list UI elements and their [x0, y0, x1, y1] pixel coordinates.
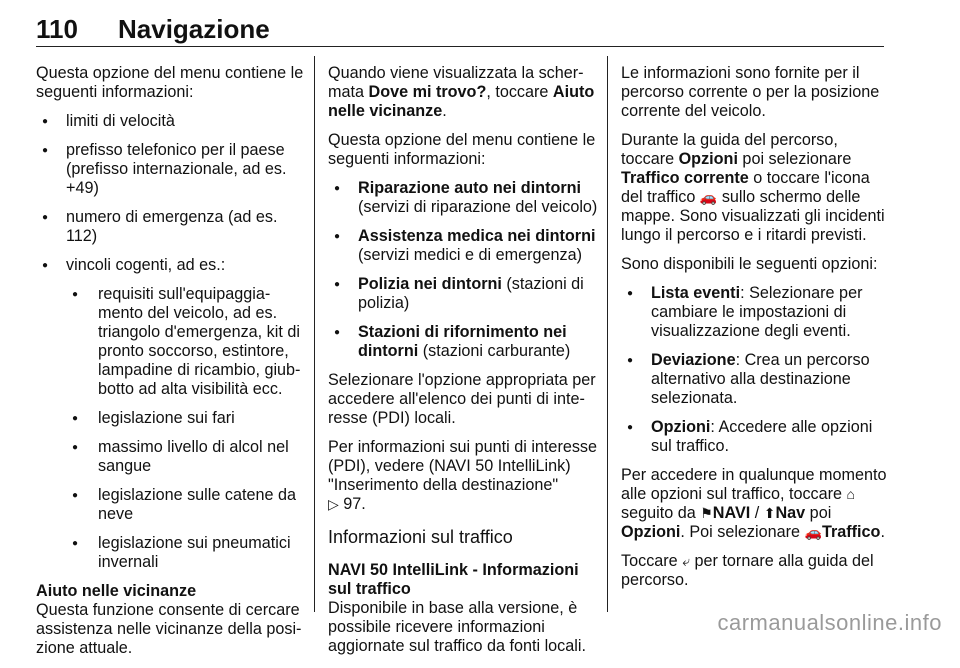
paragraph: Questa funzione consente di cercare assistenza nelle vicinanze della posi-zione attuale.: [36, 601, 302, 657]
text-run: Durante la guida del percorso, toccare: [621, 131, 838, 168]
text-run: (servizi medici e di emergenza): [358, 246, 583, 264]
text-run: . Poi selezionare: [680, 523, 805, 541]
watermark: carmanualsonline.info: [717, 610, 942, 635]
text-run: .: [442, 102, 447, 120]
paragraph: Sono disponibili le seguenti opzioni:: [621, 255, 878, 273]
paragraph: [621, 131, 889, 245]
text-run: : Accedere alle opzioni sul traffico.: [651, 418, 873, 455]
ui-label: Aiuto nelle vicinanze: [328, 83, 595, 120]
page-ref[interactable]: 97.: [343, 495, 366, 513]
section-heading: Aiuto nelle vicinanze: [36, 582, 197, 600]
paragraph: [328, 64, 600, 121]
ui-label: Riparazione auto nei dintorni: [358, 179, 582, 197]
ui-label: Deviazione: [651, 351, 736, 369]
paragraph: [621, 466, 889, 542]
traffic-car-icon: 🚗: [804, 524, 822, 540]
text-run: seguito da: [621, 504, 701, 522]
column-1: [36, 64, 308, 668]
column-3: [621, 64, 889, 600]
column-divider: [314, 56, 315, 612]
page-number: 110: [36, 14, 78, 44]
ui-label: Opzioni: [678, 150, 738, 168]
paragraph: Questa opzione del menu contiene le seguenti informazioni:: [328, 131, 596, 168]
text-run: , toccare: [486, 83, 553, 101]
text-run: o toccare l'icona del traffico: [621, 169, 870, 206]
traffic-car-icon: 🚗: [699, 189, 718, 205]
header-rule: [36, 46, 884, 47]
text-run: Quando viene visualizzata la scher-mata: [328, 64, 584, 101]
list-item: [36, 256, 308, 572]
page-title: Navigazione: [118, 14, 270, 44]
text-run: Per accedere in qualunque momento alle opzioni sul traffico, toccare: [621, 466, 887, 503]
ui-label: NAVI: [712, 504, 751, 522]
text-run: sullo schermo delle mappe. Sono visualizzati gli incidenti lungo il percorso e i ritardi previsti.: [621, 188, 885, 244]
ui-label: Nav: [775, 504, 806, 522]
home-icon: ⌂: [846, 486, 856, 502]
ui-label: Traffico: [821, 523, 881, 541]
text-run: (stazioni di polizia): [358, 275, 584, 312]
list-item: [621, 418, 889, 456]
ui-label: Lista eventi: [651, 284, 741, 302]
paragraph: Selezionare l'opzione appropriata per accedere all'elenco dei punti di inte-resse (PDI) locali.: [328, 371, 596, 427]
text-run: per tornare alla guida del percorso.: [621, 552, 874, 589]
column-divider: [607, 56, 608, 612]
sub-list-item: ● massimo livello di alcol nel sangue: [66, 438, 308, 476]
nav-arrow-icon: ⬆: [763, 505, 776, 521]
sub-list-item: ● legislazione sulle catene da neve: [66, 486, 308, 524]
list-item: [328, 179, 600, 217]
text-run: .: [880, 523, 885, 541]
list-item: [328, 227, 600, 265]
page-ref-icon: ▷: [328, 496, 339, 512]
section-heading: Informazioni sul traffico: [328, 527, 513, 547]
paragraph: Le informazioni sono fornite per il percorso corrente o per la posizione corrente del veicolo.: [621, 64, 880, 120]
list-item: [328, 275, 600, 313]
text-run: : Crea un percorso alternativo alla destinazione selezionata.: [651, 351, 870, 407]
page-header: [36, 10, 884, 50]
text-run: poi: [805, 504, 832, 522]
ui-label: Assistenza medica nei dintorni: [358, 227, 596, 245]
bullet-list: [36, 112, 308, 572]
sub-list: [66, 285, 308, 572]
sub-heading: NAVI 50 IntelliLink - Informazioni sul traffico: [328, 561, 579, 598]
text-run: Per informazioni sui punti di interesse (PDI), vedere (NAVI 50 IntelliLink) "Inserimento della destinazione": [328, 438, 598, 494]
back-arrow-icon: ⤶: [682, 553, 691, 569]
paragraph: Disponibile in base alla versione, è possibile ricevere informazioni aggiornate sul traffico da fonti locali.: [328, 599, 586, 655]
bullet-list: [328, 179, 600, 361]
ui-label: Opzioni: [651, 418, 711, 436]
list-item: [621, 284, 889, 341]
sub-list-item: ● legislazione sui pneumatici invernali: [66, 534, 308, 572]
text-run: (servizi di riparazione del veicolo): [358, 198, 598, 216]
list-item: [621, 351, 889, 408]
list-item: [328, 323, 600, 361]
ui-label: Polizia nei dintorni: [358, 275, 502, 293]
paragraph: [621, 552, 889, 590]
paragraph: [328, 438, 600, 514]
list-item: ● numero di emergenza (ad es. 112): [36, 208, 308, 246]
text-run: : Selezionare per cambiare le impostazioni di visualizzazione degli eventi.: [651, 284, 863, 340]
text-run: /: [750, 504, 764, 522]
list-item-text: vincoli cogenti, ad es.:: [66, 256, 226, 274]
column-2: [328, 64, 600, 666]
bullet-list: [621, 284, 889, 456]
list-item: ● prefisso telefonico per il paese (prefisso internazionale, ad es. +49): [36, 141, 308, 198]
text-run: Toccare: [621, 552, 683, 570]
paragraph: Questa opzione del menu contiene le seguenti informazioni:: [36, 64, 304, 101]
ui-label: Opzioni: [621, 523, 681, 541]
list-item: ● limiti di velocità: [36, 112, 308, 131]
ui-label: Dove mi trovo?: [368, 83, 487, 101]
text-run: (stazioni carburante): [418, 342, 571, 360]
ui-label: Stazioni di rifornimento nei dintorni: [358, 323, 567, 360]
sub-list-item: ● legislazione sui fari: [66, 409, 308, 428]
ui-label: Traffico corrente: [621, 169, 749, 187]
text-run: poi selezionare: [737, 150, 852, 168]
sub-list-item: ● requisiti sull'equipaggia-mento del veicolo, ad es. triangolo d'emergenza, kit di pronto soccorso, estintore, lampadine di ricambio, giub-botto ad alta visibilità ecc.: [66, 285, 308, 399]
flag-icon: ⚑: [700, 505, 713, 521]
